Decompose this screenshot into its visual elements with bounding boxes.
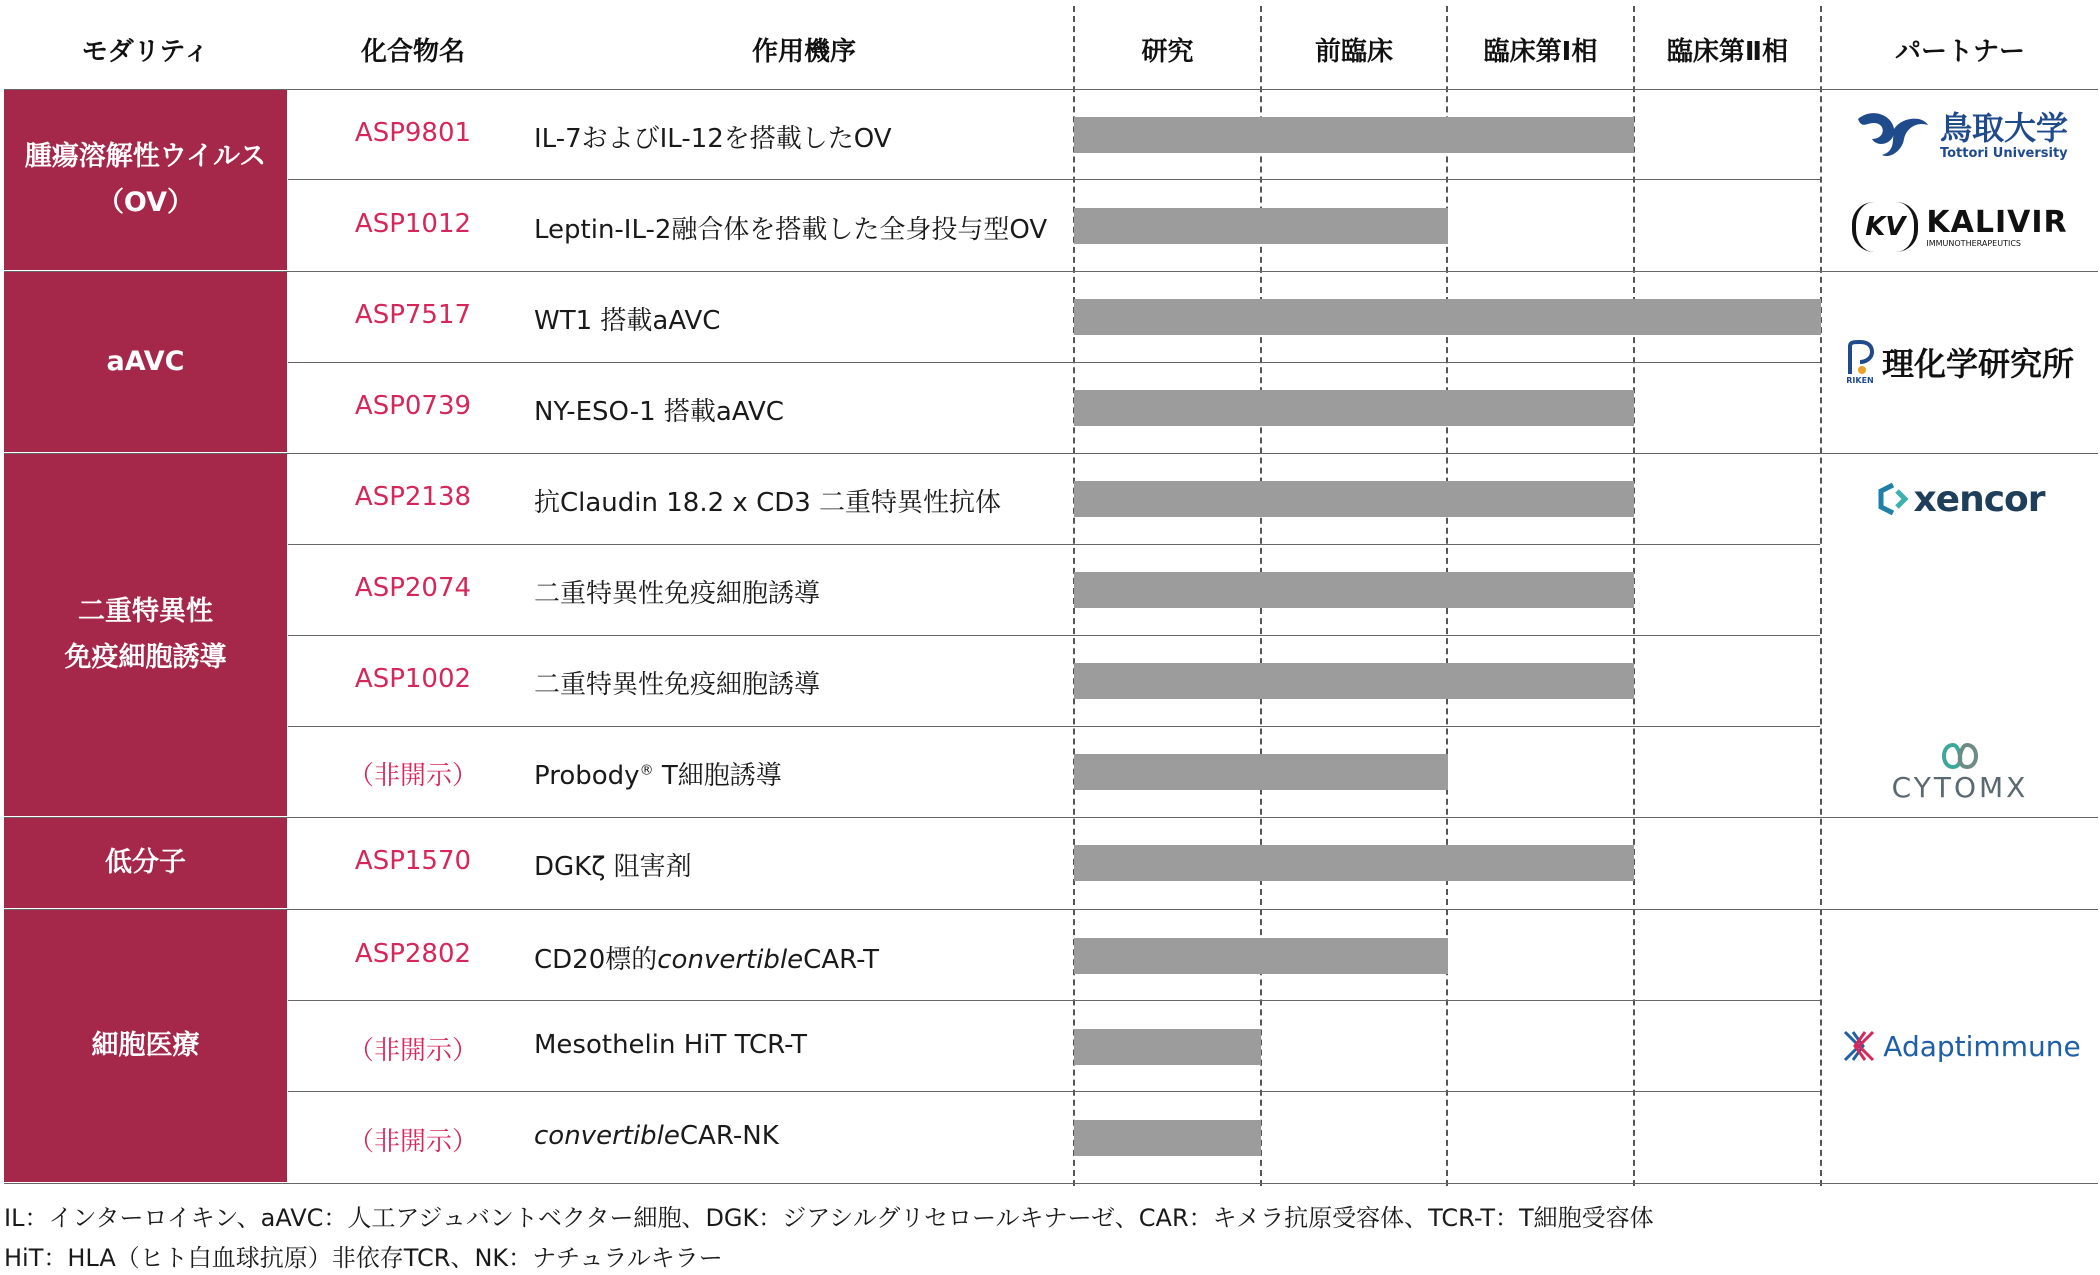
compound-name: （非開示）: [347, 761, 478, 791]
mechanism-part: CAR-NK: [679, 1121, 779, 1151]
compound-name: ASP7517: [354, 300, 472, 330]
header-partner: パートナー: [1894, 37, 2025, 67]
compound-name: （非開示）: [347, 1127, 478, 1157]
modality-ov-line1: 腫瘍溶解性ウイルス: [24, 141, 267, 173]
mechanism: 抗Claudin 18.2 x CD3 二重特異性抗体: [534, 488, 1002, 518]
mechanism: [534, 939, 879, 976]
partner-kalivir: [1822, 184, 2098, 270]
footnote-line2: HiT：HLA（ヒト白血球抗原）非依存TCR、NK：ナチュラルキラー: [4, 1244, 723, 1272]
mechanism: [534, 1121, 779, 1151]
modality-cell-therapy-label: 細胞医療: [91, 1030, 200, 1062]
modality-bispecific: [4, 454, 287, 816]
mechanism-part: convertible: [657, 945, 804, 975]
mechanism-part: CD20標的: [534, 945, 658, 975]
footnote-line1: IL：インターロイキン、aAVC：人工アジュバントベクター細胞、DGK：ジアシルグリセロールキナーゼ、CAR：キメラ抗原受容体、TCR-T：T細胞受容体: [4, 1204, 1654, 1232]
progress-bar: [1074, 663, 1634, 699]
partner-cytomx: [1822, 728, 2098, 816]
compound-name: （非開示）: [347, 1036, 478, 1066]
compound-name: ASP1002: [354, 664, 472, 694]
progress-bar: [1074, 938, 1448, 974]
header-mechanism: 作用機序: [751, 37, 856, 67]
modality-small-molecule-label: 低分子: [105, 847, 186, 879]
progress-bar: [1074, 481, 1634, 517]
row-divider: [288, 362, 1820, 363]
row-divider: [4, 89, 2098, 90]
progress-bar: [1074, 845, 1634, 881]
modality-ov: [4, 90, 287, 270]
partner-adaptimmune: [1822, 1002, 2098, 1090]
modality-small-molecule: [4, 818, 287, 908]
row-divider: [288, 544, 1820, 545]
mechanism: 二重特異性免疫細胞誘導: [534, 579, 821, 609]
mechanism: WT1 搭載aAVC: [534, 306, 721, 336]
row-divider: [288, 179, 1820, 180]
riken-subtitle: RIKEN: [1846, 375, 1874, 385]
row-divider: [4, 453, 2098, 454]
cytomx-logo-icon: [1937, 741, 1983, 771]
mechanism: NY-ESO-1 搭載aAVC: [534, 397, 784, 427]
progress-bar: [1074, 572, 1634, 608]
compound-name: ASP9801: [354, 118, 472, 148]
registered-mark: ®: [639, 762, 654, 779]
progress-bar: [1074, 1120, 1261, 1156]
adaptimmune-logo-icon: [1839, 1026, 1879, 1066]
mechanism: Leptin-IL-2融合体を搭載した全身投与型OV: [534, 215, 1048, 245]
modality-ov-line2: （OV）: [96, 187, 195, 218]
row-divider: [4, 909, 2098, 910]
header-phase2: 臨床第Ⅱ相: [1666, 37, 1789, 67]
modality-aavc-label: aAVC: [106, 346, 185, 378]
header-preclinical: 前臨床: [1314, 37, 1393, 67]
row-divider: [288, 726, 1820, 727]
tottori-name-jp: 鳥取大学: [1939, 108, 2068, 147]
compound-name: ASP0739: [354, 391, 472, 421]
compound-name: ASP1012: [354, 209, 472, 239]
progress-bar: [1074, 299, 1821, 335]
partner-xencor: [1822, 455, 2098, 543]
row-divider: [288, 635, 1820, 636]
kalivir-logo-icon: [1852, 202, 1918, 252]
progress-bar: [1074, 390, 1634, 426]
partner-tottori: [1822, 92, 2098, 178]
mechanism: [534, 755, 782, 792]
xencor-name: xencor: [1913, 478, 2045, 520]
xencor-logo-icon: [1875, 481, 1911, 517]
header-modality: モダリティ: [81, 37, 210, 67]
tottori-name-en: Tottori University: [1939, 145, 2068, 161]
compound-name: ASP1570: [354, 846, 472, 876]
progress-bar: [1074, 117, 1634, 153]
modality-cell-therapy: [4, 910, 287, 1182]
row-divider: [4, 271, 2098, 272]
mechanism-part: convertible: [534, 1121, 680, 1151]
progress-bar: [1074, 754, 1448, 790]
compound-name: ASP2802: [354, 939, 472, 969]
row-divider: [4, 817, 2098, 818]
mechanism: DGKζ 阻害剤: [534, 852, 692, 882]
kalivir-name: KALIVIR: [1926, 204, 2068, 240]
mechanism-part: CAR-T: [803, 945, 880, 975]
compound-name: ASP2138: [354, 482, 472, 512]
progress-bar: [1074, 208, 1448, 244]
row-divider: [288, 1000, 1820, 1001]
cytomx-name: CYTOMX: [1891, 770, 2029, 804]
tottori-logo-icon: [1852, 109, 1932, 161]
progress-bar: [1074, 1029, 1261, 1065]
mechanism-part: T細胞誘導: [653, 761, 782, 791]
mechanism-part: Probody: [534, 761, 640, 791]
header-compound: 化合物名: [360, 37, 465, 67]
modality-bispecific-line2: 免疫細胞誘導: [64, 642, 227, 673]
kalivir-mark: KV: [1865, 212, 1906, 242]
mechanism: Mesothelin HiT TCR-T: [534, 1030, 808, 1060]
row-divider: [4, 1183, 2098, 1184]
riken-logo-icon: [1846, 340, 1874, 376]
compound-name: ASP2074: [354, 573, 472, 603]
header-phase1: 臨床第Ⅰ相: [1483, 37, 1598, 67]
mechanism: IL-7およびIL-12を搭載したOV: [534, 124, 892, 154]
kalivir-subtitle: IMMUNOTHERAPEUTICS: [1926, 238, 2021, 248]
header-research: 研究: [1141, 37, 1194, 67]
partner-riken: [1822, 272, 2098, 452]
adaptimmune-name: Adaptimmune: [1883, 1029, 2081, 1063]
mechanism: 二重特異性免疫細胞誘導: [534, 670, 821, 700]
riken-name: 理化学研究所: [1881, 345, 2074, 383]
modality-bispecific-line1: 二重特異性: [78, 596, 213, 628]
modality-aavc: [4, 272, 287, 452]
row-divider: [288, 1091, 1820, 1092]
